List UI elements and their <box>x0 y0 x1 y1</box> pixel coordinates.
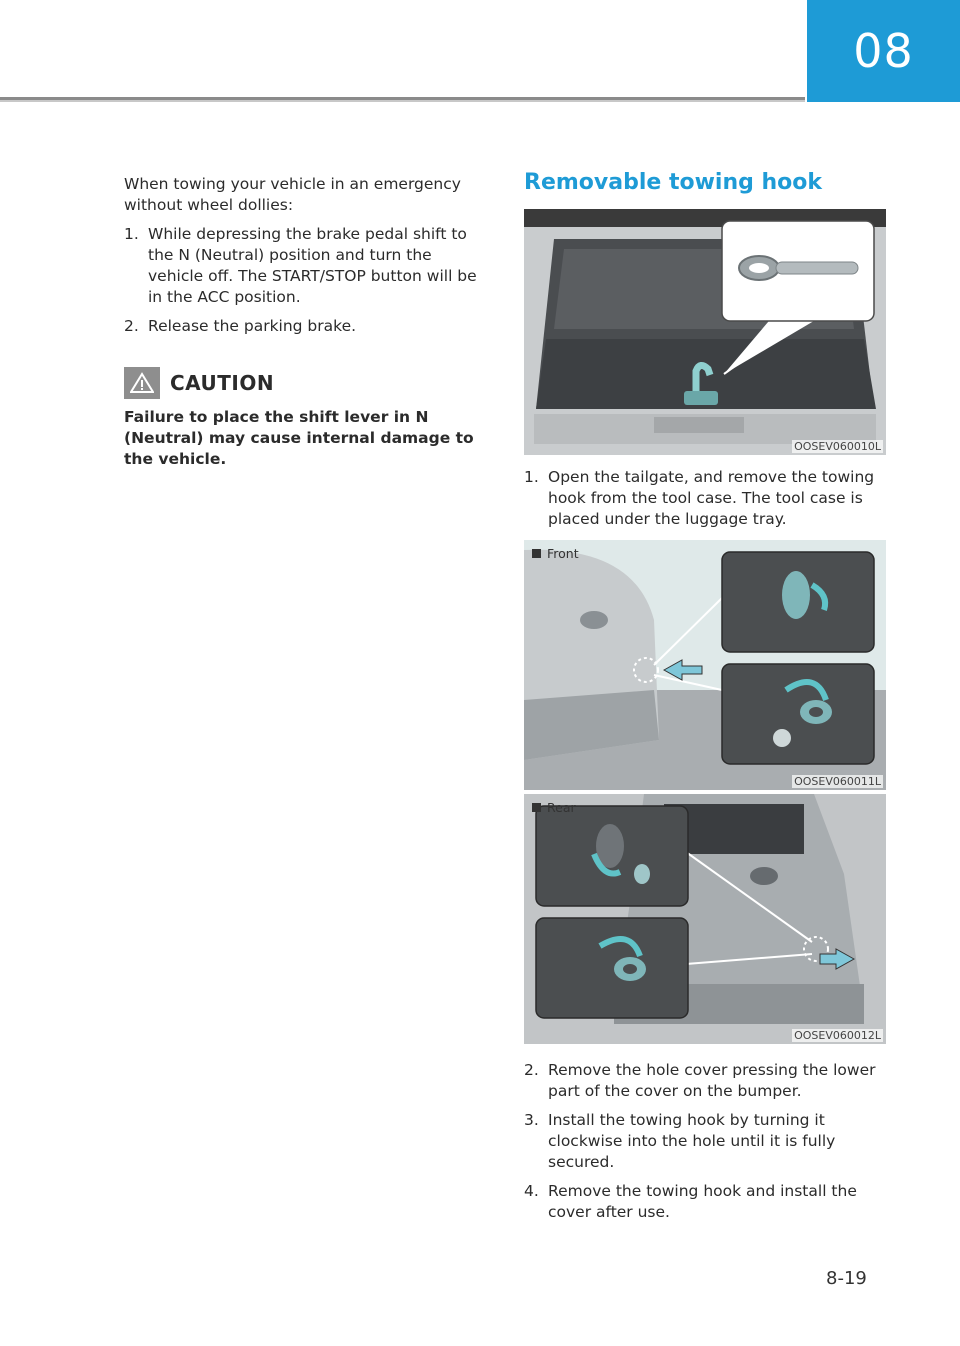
list-item <box>524 1181 886 1223</box>
page-number: 8-19 <box>826 1268 867 1289</box>
left-column <box>124 174 484 470</box>
step-text: Remove the hole cover pressing the lower part of the cover on the bumper. <box>548 1061 876 1100</box>
list-item <box>124 224 484 308</box>
hook-steps-b <box>524 1060 886 1223</box>
step-text: While depressing the brake pedal shift to the N (Neutral) position and turn the vehicle off. The START/STOP button will be in the ACC position. <box>148 225 477 306</box>
step-number: 1. <box>124 225 139 243</box>
figure-front <box>524 540 886 790</box>
step-text: Install the towing hook by turning it clockwise into the hole until it is fully secured. <box>548 1111 836 1171</box>
step-text: Release the parking brake. <box>148 317 357 335</box>
list-item <box>524 1110 886 1173</box>
intro-paragraph: When towing your vehicle in an emergency without wheel dollies: <box>124 175 461 214</box>
step-text: Open the tailgate, and remove the towing hook from the tool case. The tool case is placed under the luggage tray. <box>548 468 875 528</box>
figure-rear <box>524 794 886 1044</box>
figure-code: OOSEV060012L <box>794 1029 881 1042</box>
figure-label-text: Rear <box>547 800 576 815</box>
hook-steps-a <box>524 467 886 530</box>
list-item <box>124 316 484 337</box>
figure-code: OOSEV060010L <box>794 440 881 453</box>
list-item <box>524 467 886 530</box>
step-number: 2. <box>524 1061 539 1079</box>
caution-header <box>124 367 484 399</box>
chapter-number: 08 <box>853 24 914 78</box>
caution-badge <box>124 367 160 399</box>
step-text: Remove the towing hook and install the cover after use. <box>548 1182 857 1221</box>
step-number: 3. <box>524 1111 539 1129</box>
figure-code: OOSEV060011L <box>794 775 881 788</box>
figure-label-text: Front <box>547 546 579 561</box>
front-bumper-illustration <box>524 540 886 790</box>
rear-bumper-illustration <box>524 794 886 1044</box>
caution-text: Failure to place the shift lever in N (Neutral) may cause internal damage to the vehicle. <box>124 408 474 468</box>
warning-triangle-icon <box>130 372 154 394</box>
caution-title: CAUTION <box>170 371 275 395</box>
header-rule-light <box>0 100 805 102</box>
list-item <box>524 1060 886 1102</box>
section-heading: Removable towing hook <box>524 170 823 195</box>
right-column <box>524 170 886 1231</box>
step-number: 1. <box>524 468 539 486</box>
square-bullet-icon <box>532 803 541 812</box>
cargo-area-illustration <box>524 209 886 455</box>
figure-label <box>532 546 579 561</box>
square-bullet-icon <box>532 549 541 558</box>
step-number: 2. <box>124 317 139 335</box>
towing-steps <box>124 224 484 337</box>
chapter-tab <box>807 0 960 102</box>
figure-cargo-area <box>524 209 886 455</box>
step-number: 4. <box>524 1182 539 1200</box>
figure-label <box>532 800 576 815</box>
